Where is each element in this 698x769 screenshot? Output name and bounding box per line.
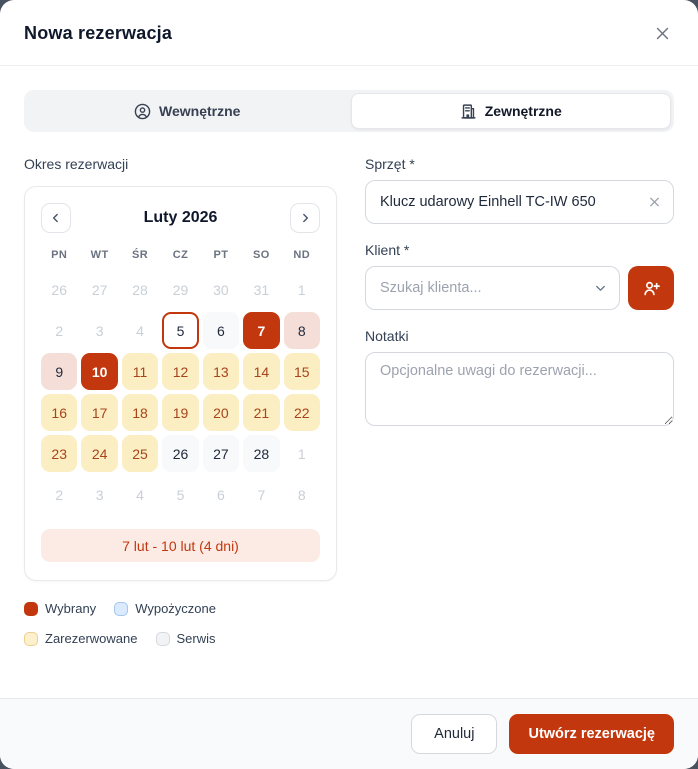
cancel-button[interactable]: Anuluj (411, 714, 497, 754)
equipment-field (365, 156, 674, 224)
legend-swatch-selected (24, 602, 38, 616)
calendar-day[interactable]: 17 (81, 394, 117, 431)
calendar-day[interactable]: 6 (203, 312, 239, 349)
calendar-day[interactable]: 15 (284, 353, 320, 390)
calendar-day[interactable]: 7 (243, 312, 279, 349)
calendar-day[interactable]: 1 (297, 281, 306, 298)
legend-swatch-rented (114, 602, 128, 616)
calendar-day[interactable]: 4 (136, 486, 144, 503)
tab-external[interactable] (351, 93, 672, 129)
user-plus-icon (642, 279, 661, 298)
reservation-period-section (24, 156, 337, 646)
client-search-select[interactable] (365, 266, 620, 310)
equipment-clear-button[interactable] (647, 195, 662, 210)
chevron-right-icon (298, 211, 312, 225)
client-field (365, 242, 674, 310)
close-button[interactable] (650, 21, 674, 45)
legend-label: Serwis (176, 631, 216, 646)
notes-textarea[interactable] (365, 352, 674, 426)
calendar-day[interactable]: 19 (162, 394, 198, 431)
calendar-day[interactable]: 14 (243, 353, 279, 390)
weekday-label: PT (213, 249, 229, 261)
legend-item-reserved (24, 631, 138, 646)
calendar-day[interactable]: 2 (55, 486, 64, 503)
reservation-type-tabs (24, 90, 674, 132)
weekday-label: SO (253, 249, 270, 261)
calendar-day[interactable]: 24 (81, 435, 117, 472)
add-client-button[interactable] (628, 266, 674, 310)
calendar-day[interactable]: 27 (203, 435, 239, 472)
modal-title: Nowa rezerwacja (24, 22, 173, 43)
calendar-day[interactable]: 7 (257, 486, 266, 503)
calendar-day[interactable]: 31 (253, 281, 270, 298)
calendar-prev-button[interactable] (41, 203, 71, 233)
calendar-day[interactable]: 16 (41, 394, 77, 431)
tab-external-label: Zewnętrzne (484, 103, 562, 119)
calendar-day[interactable]: 1 (297, 445, 306, 462)
calendar-day[interactable]: 8 (284, 312, 320, 349)
weekday-label: WT (90, 249, 109, 261)
calendar-day[interactable]: 5 (162, 312, 198, 349)
reservation-period-label: Okres rezerwacji (24, 156, 129, 172)
calendar-day[interactable]: 11 (122, 353, 158, 390)
modal-footer (0, 698, 698, 769)
calendar-day[interactable]: 20 (203, 394, 239, 431)
building-icon (460, 103, 477, 120)
calendar-grid (41, 271, 320, 513)
selected-range-summary: 7 lut - 10 lut (4 dni) (41, 529, 320, 562)
legend-item-selected (24, 601, 96, 616)
legend-swatch-reserved (24, 632, 38, 646)
calendar-day[interactable]: 30 (213, 281, 229, 298)
calendar-day[interactable]: 6 (217, 486, 225, 503)
calendar-day[interactable]: 3 (95, 322, 104, 339)
calendar-day[interactable]: 18 (122, 394, 158, 431)
weekday-label: ND (293, 249, 311, 261)
tab-internal-label: Wewnętrzne (159, 103, 241, 119)
weekday-label: ŚR (132, 249, 149, 261)
reservation-form (365, 156, 674, 449)
calendar-weekday-row (41, 249, 320, 261)
close-icon (654, 25, 671, 42)
legend-swatch-service (156, 632, 170, 646)
legend-item-service (156, 631, 216, 646)
calendar-day[interactable]: 23 (41, 435, 77, 472)
chevron-left-icon (49, 211, 63, 225)
calendar (24, 186, 337, 581)
user-circle-icon (134, 103, 151, 120)
calendar-day[interactable]: 29 (172, 281, 189, 298)
modal-body (0, 66, 698, 698)
calendar-day[interactable]: 28 (243, 435, 279, 472)
equipment-label: Sprzęt * (365, 156, 415, 172)
notes-field (365, 328, 674, 431)
weekday-label: PN (51, 249, 68, 261)
modal-header (0, 0, 698, 66)
calendar-day[interactable]: 26 (51, 281, 67, 298)
client-label: Klient * (365, 242, 410, 258)
legend-label: Wybrany (45, 601, 97, 616)
calendar-day[interactable]: 8 (297, 486, 306, 503)
legend-label: Wypożyczone (135, 601, 216, 616)
notes-label: Notatki (365, 328, 409, 344)
weekday-label: CZ (172, 249, 189, 261)
calendar-day[interactable]: 22 (284, 394, 320, 431)
calendar-day[interactable]: 21 (243, 394, 279, 431)
calendar-day[interactable]: 10 (81, 353, 117, 390)
calendar-day[interactable]: 4 (136, 322, 144, 339)
clear-x-icon (647, 195, 662, 210)
calendar-day[interactable]: 25 (122, 435, 158, 472)
create-reservation-button[interactable]: Utwórz rezerwację (509, 714, 674, 754)
calendar-day[interactable]: 12 (162, 353, 198, 390)
calendar-day[interactable]: 27 (91, 281, 108, 298)
calendar-day[interactable]: 13 (203, 353, 239, 390)
calendar-day[interactable]: 28 (132, 281, 148, 298)
chevron-down-icon (593, 281, 608, 296)
calendar-day[interactable]: 26 (162, 435, 198, 472)
calendar-next-button[interactable] (290, 203, 320, 233)
legend-item-rented (114, 601, 216, 616)
calendar-day[interactable]: 2 (55, 322, 64, 339)
tab-internal[interactable] (27, 93, 348, 129)
calendar-day[interactable]: 3 (95, 486, 104, 503)
legend-label: Zarezerwowane (45, 631, 138, 646)
equipment-input[interactable] (365, 180, 674, 224)
calendar-day[interactable]: 5 (176, 486, 185, 503)
calendar-legend (24, 601, 337, 646)
calendar-day[interactable]: 9 (41, 353, 77, 390)
calendar-month-title: Luty 2026 (143, 209, 218, 226)
